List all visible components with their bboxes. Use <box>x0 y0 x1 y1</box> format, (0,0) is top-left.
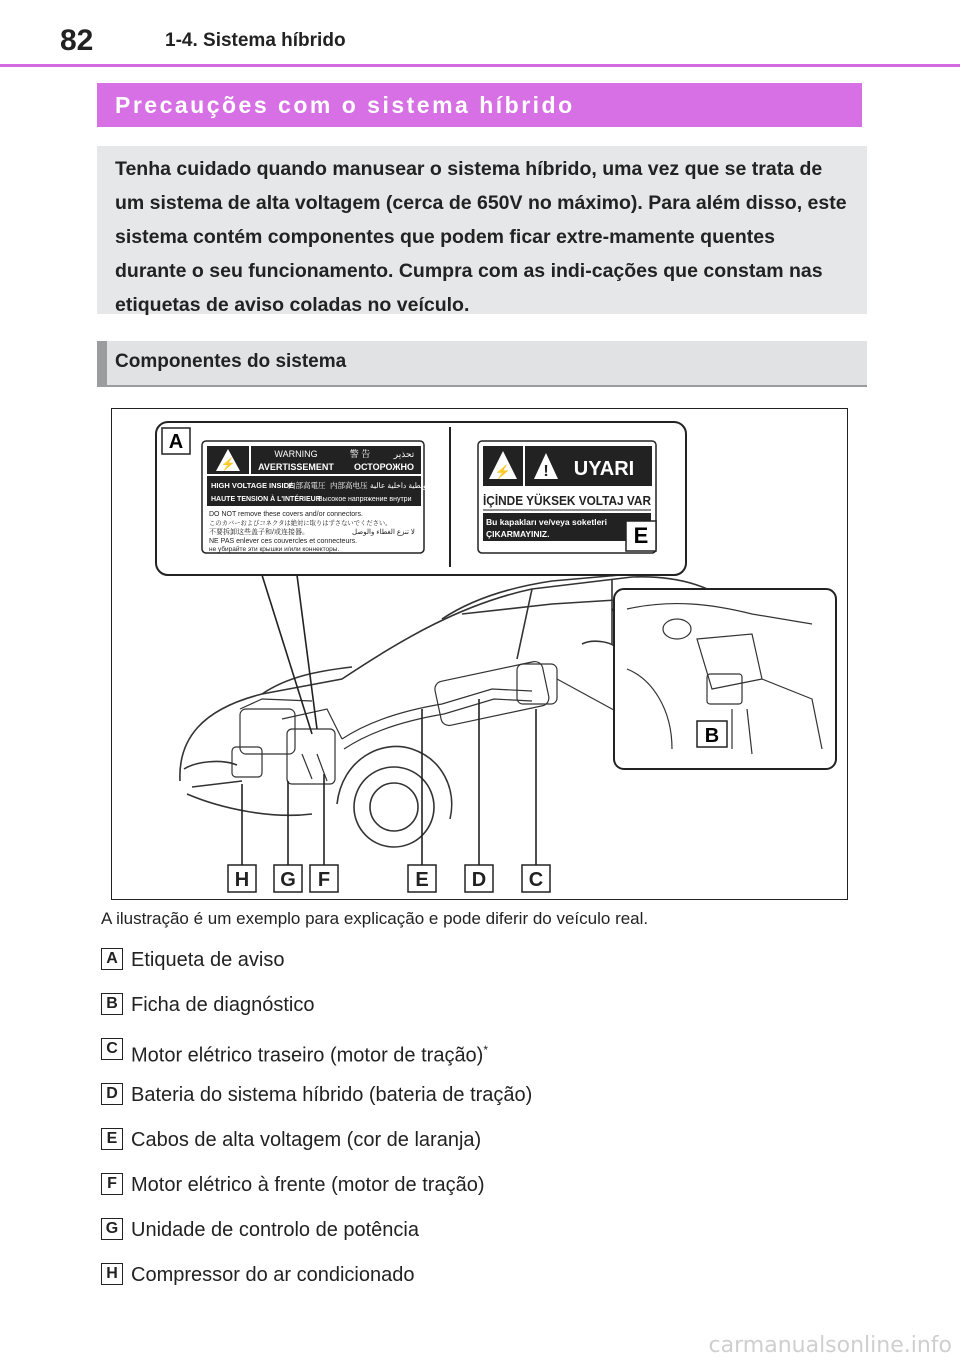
haute-tension: HAUTE TENSION À L'INTÉRIEUR <box>211 496 321 503</box>
header-divider <box>0 64 960 67</box>
label-a-line1: DO NOT remove these covers and/or connectors. <box>209 511 363 518</box>
hv-inside: HIGH VOLTAGE INSIDE <box>211 481 295 490</box>
legend-text: Compressor do ar condicionado <box>131 1264 415 1286</box>
label-a-tag: A <box>168 431 184 453</box>
avertissement: AVERTISSEMENT <box>258 462 334 472</box>
section-title: Precauções com o sistema híbrido <box>97 83 862 127</box>
chapter-title: 1-4. Sistema híbrido <box>165 30 346 51</box>
intro-box <box>97 146 867 314</box>
warning-ar: تحذير <box>393 449 415 459</box>
inset-b <box>614 589 836 769</box>
engine-components <box>232 660 672 784</box>
callout-f: F <box>317 869 331 891</box>
hv-cn: 内部高电压 <box>330 481 368 490</box>
label-a-line3: 不要拆卸这些盖子和/或连接器。 <box>209 529 309 536</box>
label-a-line2: このカバーおよびコネクタは絶対に取りはずさないでください。 <box>209 520 392 527</box>
callout-g: G <box>280 869 296 891</box>
uyari-title: UYARI <box>573 458 635 480</box>
svg-text:⚡: ⚡ <box>494 464 512 479</box>
figure-illustration <box>112 409 849 901</box>
legend-text: Ficha de diagnóstico <box>131 994 315 1016</box>
label-a-callout <box>156 422 686 575</box>
inset-b-tag: B <box>704 725 720 747</box>
uyari-line2: ÇIKARMAYINIZ. <box>486 529 550 539</box>
legend-text: Motor elétrico à frente (motor de tração) <box>131 1174 485 1196</box>
page-number: 82 <box>60 24 94 57</box>
legend-key: H <box>101 1263 123 1285</box>
warning-en: WARNING <box>274 449 318 459</box>
legend-key: D <box>101 1083 123 1105</box>
legend-key: A <box>101 948 123 970</box>
subsection-title: Componentes do sistema <box>97 341 867 387</box>
svg-text:!: ! <box>543 463 549 480</box>
legend-key: G <box>101 1218 123 1240</box>
legend-key: F <box>101 1173 123 1195</box>
label-a-line4: NE PAS enlever ces couvercles et connecteurs. <box>209 538 358 545</box>
callout-c: C <box>528 869 544 891</box>
legend-text: Unidade de controlo de potência <box>131 1219 419 1241</box>
uyari-main: İÇİNDE YÜKSEK VOLTAJ VAR <box>483 494 661 508</box>
legend-key: B <box>101 993 123 1015</box>
legend-text: Cabos de alta voltagem (cor de laranja) <box>131 1129 482 1151</box>
label-a-line3-ar: لا تنزع الغطاء والوصل <box>352 529 415 536</box>
hv-ru: Высокое напряжение внутри <box>318 496 412 503</box>
label-a-line5: не убирайте эти крышки и/или коннекторы. <box>209 546 340 553</box>
legend-key: C <box>101 1038 123 1060</box>
uyari-line1: Bu kapakları ve/veya soketleri <box>486 517 607 527</box>
components-figure <box>111 408 848 900</box>
callout-boxes <box>228 865 550 892</box>
warning-ru: ОСТОРОЖНО <box>354 462 414 472</box>
legend-key: E <box>101 1128 123 1150</box>
hv-jp: 内部高電圧 <box>288 481 326 490</box>
legend-text: Motor elétrico traseiro (motor de tração)* <box>131 1043 489 1067</box>
warning-cn: 警 告 <box>349 449 371 459</box>
legend-text: Etiqueta de aviso <box>131 949 285 971</box>
leader-lines <box>242 575 632 865</box>
callout-e: E <box>415 869 429 891</box>
watermark: carmanualsonline.info <box>708 1333 952 1358</box>
label-e-tag: E <box>633 523 649 548</box>
figure-caption: A ilustração é um exemplo para explicação e pode diferir do veículo real. <box>101 909 649 928</box>
legend-text: Bateria do sistema híbrido (bateria de tração) <box>131 1084 533 1106</box>
callout-d: D <box>471 869 487 891</box>
callout-h: H <box>234 869 250 891</box>
hv-ar: فولطية داخلية عالية <box>370 481 431 490</box>
footnote-marker: * <box>483 1043 489 1057</box>
intro-text: Tenha cuidado quando manusear o sistema híbrido, uma vez que se trata de um sistema de alta voltagem (cerca de 650V no máximo). Para além disso, este sistema contém componentes que podem ficar extre-mamente quentes durante o seu funcionamento. Cumpra com as indi-cações que constam nas etiquetas de aviso coladas no veículo. <box>115 158 847 316</box>
svg-text:⚡: ⚡ <box>220 457 236 471</box>
